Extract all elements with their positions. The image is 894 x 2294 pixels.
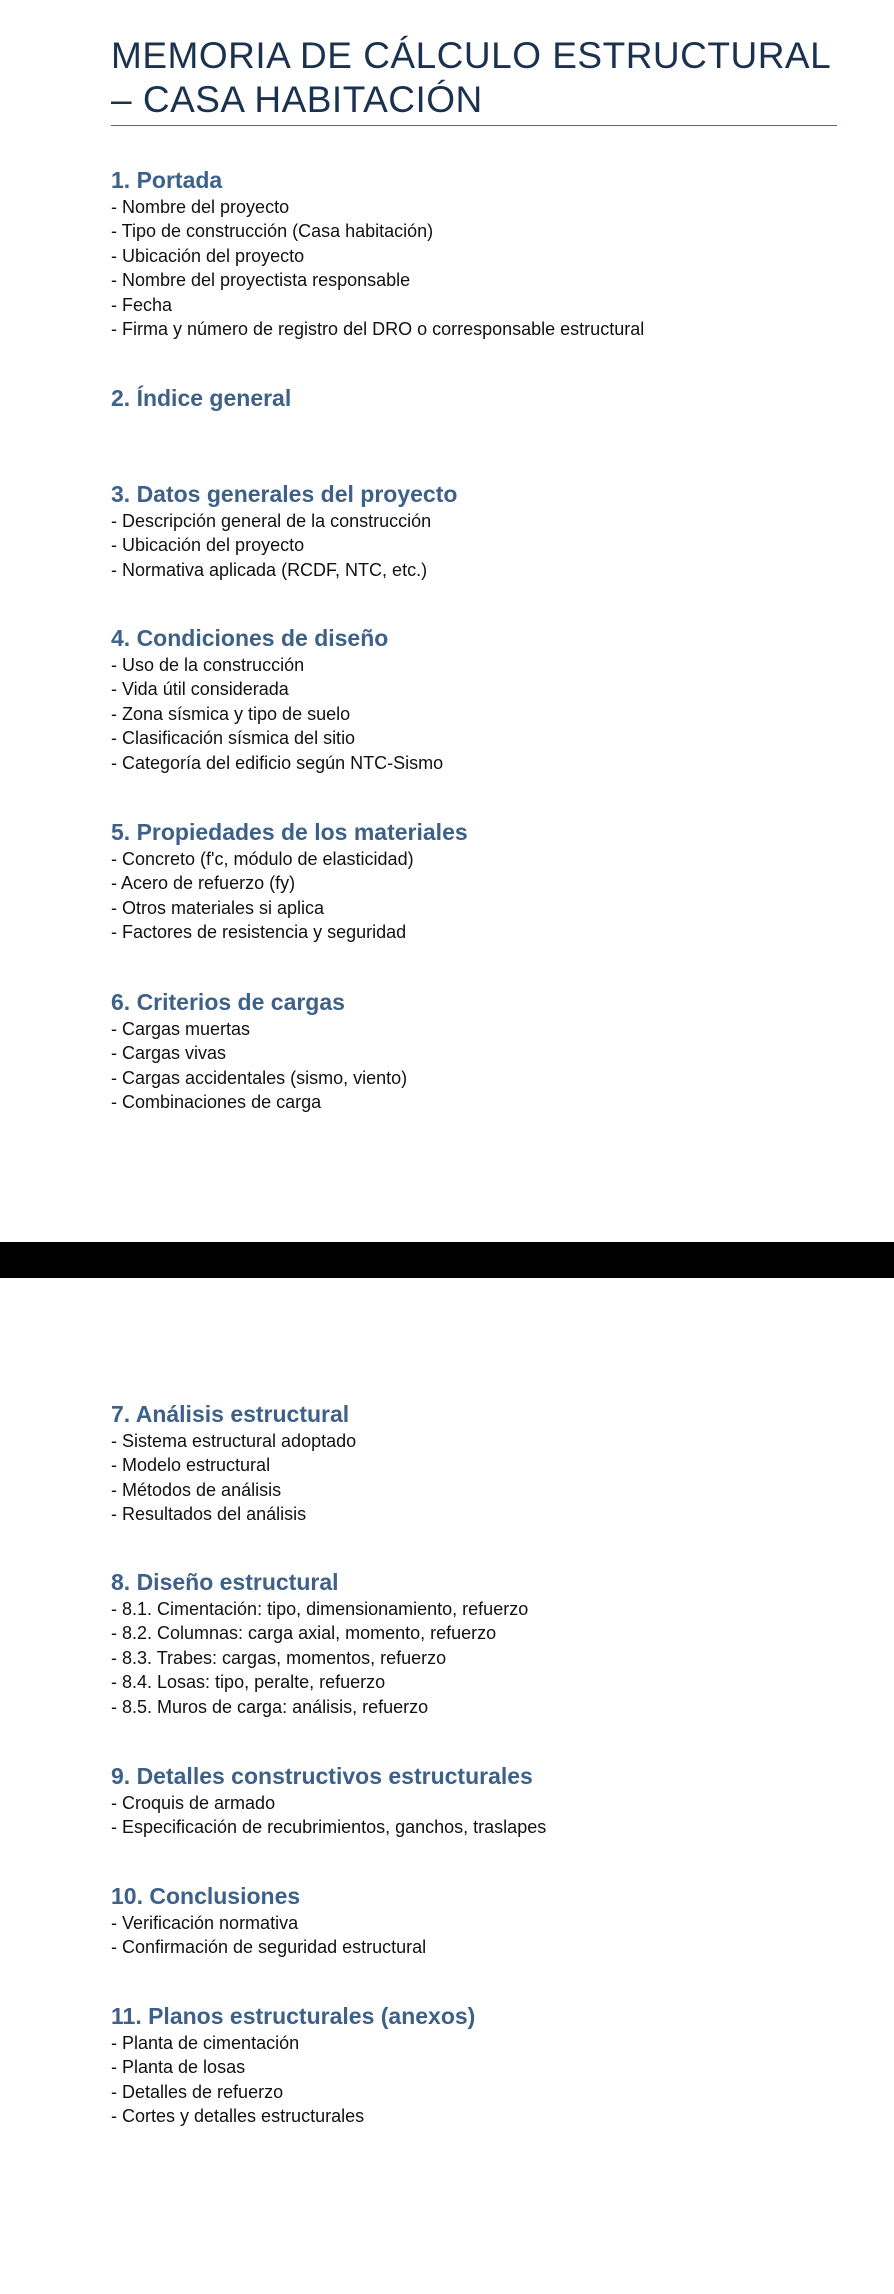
list-item: - Planta de cimentación xyxy=(111,2033,300,2053)
section-list xyxy=(111,1597,851,1719)
list-item: - Cortes y detalles estructurales xyxy=(111,2106,365,2127)
list-item: - Firma y número de registro del DRO o corresponsable estructural xyxy=(111,319,645,340)
section-heading: 3. Datos generales del proyecto xyxy=(111,481,458,507)
section-heading: 11. Planos estructurales (anexos) xyxy=(111,2003,476,2029)
page-separator xyxy=(0,1242,894,1278)
section-list xyxy=(111,1791,851,1840)
section-heading: 9. Detalles constructivos estructurales xyxy=(111,1763,533,1789)
list-item: - 8.1. Cimentación: tipo, dimensionamiento, refuerzo xyxy=(111,1599,529,1619)
section-condiciones-diseno xyxy=(111,624,851,775)
section-conclusiones xyxy=(111,1882,851,1960)
list-item: - Clasificación sísmica del sitio xyxy=(111,728,356,749)
section-list xyxy=(111,1911,851,1960)
document-title: MEMORIA DE CÁLCULO ESTRUCTURAL – CASA HABITACIÓN xyxy=(111,35,830,120)
list-item: - Zona sísmica y tipo de suelo xyxy=(111,703,351,724)
list-item: - Acero de refuerzo (fy) xyxy=(111,873,296,894)
list-item: - Confirmación de seguridad estructural xyxy=(111,1937,427,1958)
list-item: - Nombre del proyectista responsable xyxy=(111,270,411,291)
section-datos-generales xyxy=(111,480,851,582)
list-item: - 8.4. Losas: tipo, peralte, refuerzo xyxy=(111,1672,386,1693)
section-heading: 7. Análisis estructural xyxy=(111,1401,350,1427)
list-item: - Resultados del análisis xyxy=(111,1504,307,1525)
list-item: - Vida útil considerada xyxy=(111,679,289,700)
list-item: - Combinaciones de carga xyxy=(111,1092,322,1113)
section-list xyxy=(111,509,851,582)
list-item: - 8.3. Trabes: cargas, momentos, refuerzo xyxy=(111,1647,447,1668)
section-diseno-estructural xyxy=(111,1568,851,1719)
list-item: - Tipo de construcción (Casa habitación) xyxy=(111,221,434,242)
section-list xyxy=(111,1017,851,1115)
list-item: - Cargas vivas xyxy=(111,1043,227,1064)
section-heading: 2. Índice general xyxy=(111,385,292,411)
list-item: - Croquis de armado xyxy=(111,1793,276,1813)
list-item: - Nombre del proyecto xyxy=(111,197,290,217)
list-item: - Especificación de recubrimientos, ganchos, traslapes xyxy=(111,1817,547,1838)
section-analisis-estructural xyxy=(111,1400,851,1527)
list-item: - Detalles de refuerzo xyxy=(111,2081,284,2102)
section-indice xyxy=(111,384,851,412)
list-item: - 8.5. Muros de carga: análisis, refuerzo xyxy=(111,1696,429,1717)
section-detalles-constructivos xyxy=(111,1762,851,1840)
list-item: - Cargas muertas xyxy=(111,1019,251,1039)
section-criterios-cargas xyxy=(111,988,851,1115)
section-list xyxy=(111,195,851,341)
list-item: - Sistema estructural adoptado xyxy=(111,1431,357,1451)
list-item: - Concreto (f'c, módulo de elasticidad) xyxy=(111,849,414,869)
list-item: - Planta de losas xyxy=(111,2057,246,2078)
section-list xyxy=(111,653,851,775)
list-item: - Factores de resistencia y seguridad xyxy=(111,922,407,943)
section-list xyxy=(111,1429,851,1527)
list-item: - Otros materiales si aplica xyxy=(111,897,325,918)
list-item: - Ubicación del proyecto xyxy=(111,245,305,266)
list-item: - Descripción general de la construcción xyxy=(111,511,432,531)
list-item: - Uso de la construcción xyxy=(111,655,305,675)
section-propiedades-materiales xyxy=(111,818,851,945)
section-heading: 8. Diseño estructural xyxy=(111,1569,339,1595)
title-rule xyxy=(111,125,837,126)
list-item: - Cargas accidentales (sismo, viento) xyxy=(111,1067,408,1088)
list-item: - Verificación normativa xyxy=(111,1913,299,1933)
section-list xyxy=(111,847,851,945)
section-planos-estructurales xyxy=(111,2002,851,2129)
list-item: - 8.2. Columnas: carga axial, momento, refuerzo xyxy=(111,1623,497,1644)
list-item: - Ubicación del proyecto xyxy=(111,535,305,556)
section-heading: 10. Conclusiones xyxy=(111,1883,301,1909)
section-list xyxy=(111,2031,851,2129)
list-item: - Métodos de análisis xyxy=(111,1479,282,1500)
section-heading: 5. Propiedades de los materiales xyxy=(111,819,468,845)
section-heading: 4. Condiciones de diseño xyxy=(111,625,389,651)
list-item: - Fecha xyxy=(111,294,173,315)
list-item: - Modelo estructural xyxy=(111,1455,271,1476)
section-heading: 6. Criterios de cargas xyxy=(111,989,345,1015)
list-item: - Categoría del edificio según NTC-Sismo xyxy=(111,752,444,773)
section-heading: 1. Portada xyxy=(111,167,223,193)
section-portada xyxy=(111,166,851,341)
list-item: - Normativa aplicada (RCDF, NTC, etc.) xyxy=(111,559,428,580)
